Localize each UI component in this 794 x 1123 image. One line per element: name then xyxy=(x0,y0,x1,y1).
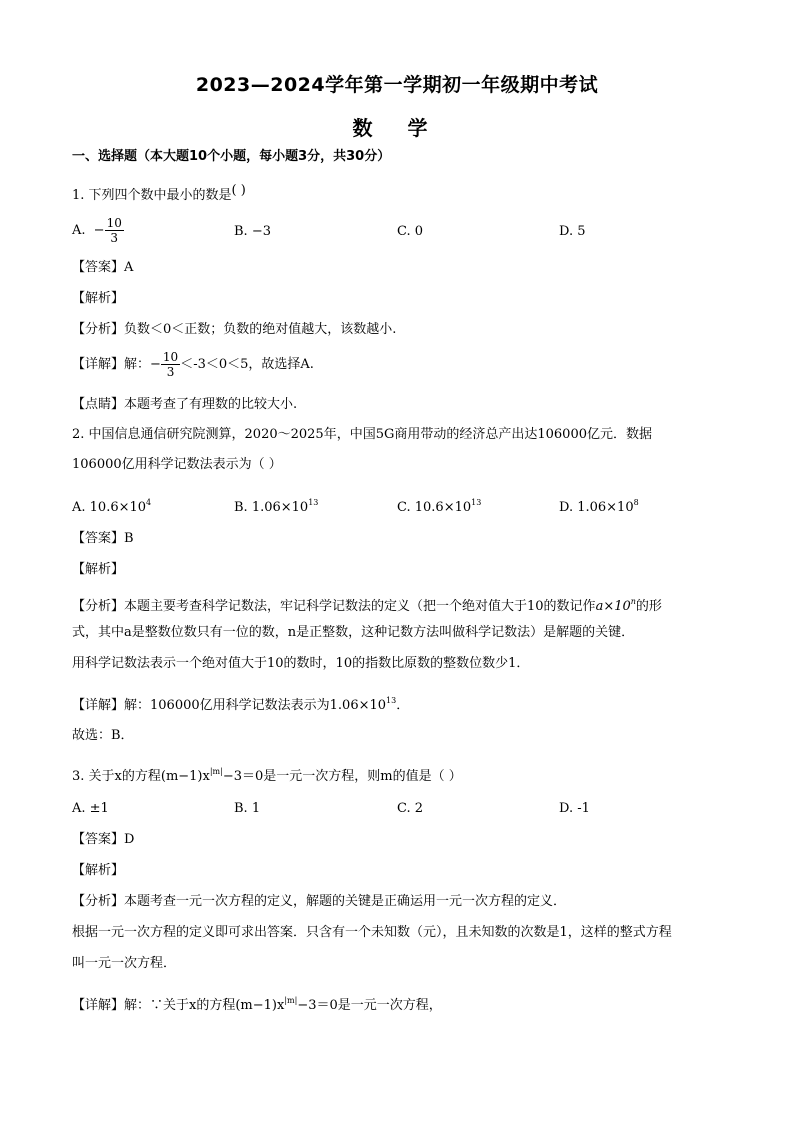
q1-fenxi: 【分析】负数＜0＜正数；负数的绝对值越大，该数越小. xyxy=(72,322,397,337)
q1-option-d: D. 5 xyxy=(559,224,586,239)
q2-option-c: C. $10.6\times 10^{13}$ xyxy=(397,498,482,515)
q3-stem: 3. 关于x的方程$(m-1)x^{|m|}-3=0$是一元一次方程，则m的值是（ ） xyxy=(72,767,462,784)
q1-option-a: A. − $\frac{10}{3}$ xyxy=(72,216,122,245)
subject-title: 数 学 xyxy=(352,116,442,140)
q2-stem-line1: 2. 中国信息通信研究院测算，2020～2025年，中国5G商用带动的经济总产出达106000亿元．数据 xyxy=(72,427,652,442)
q2-jiexi: 【解析】 xyxy=(72,562,125,577)
q3-option-a: A. ±1 xyxy=(72,801,109,816)
q2-option-b: B. $1.06\times 10^{13}$ xyxy=(234,498,319,515)
q2-fenxi-line2: 式，其中a是整数位数只有一位的数，n是正整数，这种记数方法叫做科学记数法）是解题的关键． xyxy=(72,625,635,640)
q1-dianjing: 【点睛】本题考查了有理数的比较大小. xyxy=(72,397,298,412)
fraction: $\frac{10}{3}$ xyxy=(162,350,179,379)
q1-jiexi: 【解析】 xyxy=(72,291,125,306)
q1-option-b: B. −3 xyxy=(234,224,271,239)
q3-xiangjie: 【详解】解：∵关于x的方程$(m-1)x^{|m|}-3=0$是一元一次方程， xyxy=(72,996,442,1013)
q3-fenxi-line3: 叫一元一次方程． xyxy=(72,956,177,971)
exam-title: 2023—2024学年第一学期初一年级期中考试 xyxy=(195,74,599,96)
q2-xiangjie: 【详解】解：106000亿用科学记数法表示为$1.06\times 10^{13}$． xyxy=(72,696,410,713)
q2-fenxi-line1: 【分析】本题主要考查科学记数法，牢记科学记数法的定义（把一个绝对值大于10的数记作$a\times 10^n$的形 xyxy=(72,597,662,614)
section-heading: 一、选择题（本大题10个小题，每小题3分，共30分） xyxy=(72,149,391,164)
q3-answer: 【答案】D xyxy=(72,832,135,847)
q1-option-c: C. 0 xyxy=(397,224,424,239)
q2-stem-line2: 106000亿用科学记数法表示为（ ） xyxy=(72,457,282,472)
q3-option-c: C. 2 xyxy=(397,801,424,816)
q2-option-d: D. $1.06\times 10^8$ xyxy=(559,498,639,515)
q3-fenxi-line2: 根据一元一次方程的定义即可求出答案．只含有一个未知数（元），且未知数的次数是1，这样的整式方程 xyxy=(72,925,672,940)
q3-option-d: D. -1 xyxy=(559,801,590,816)
fraction: $\frac{10}{3}$ xyxy=(106,216,122,245)
q2-option-a: A. $10.6\times 10^4$ xyxy=(72,498,152,515)
q1-xiangjie: 【详解】解：− $\frac{10}{3}$ ＜-3＜0＜5，故选择A. xyxy=(72,350,314,379)
q1-answer: 【答案】A xyxy=(72,260,134,275)
q1-stem: 1. 下列四个数中最小的数是( ) xyxy=(72,183,246,203)
q2-guxuan: 故选：B． xyxy=(72,728,134,743)
q3-jiexi: 【解析】 xyxy=(72,863,125,878)
q2-answer: 【答案】B xyxy=(72,531,134,546)
q3-option-b: B. 1 xyxy=(234,801,261,816)
q3-fenxi-line1: 【分析】本题考查一元一次方程的定义，解题的关键是正确运用一元一次方程的定义． xyxy=(72,894,567,909)
q2-fenxi-line3: 用科学记数法表示一个绝对值大于10的数时，10的指数比原数的整数位数少1． xyxy=(72,656,530,671)
